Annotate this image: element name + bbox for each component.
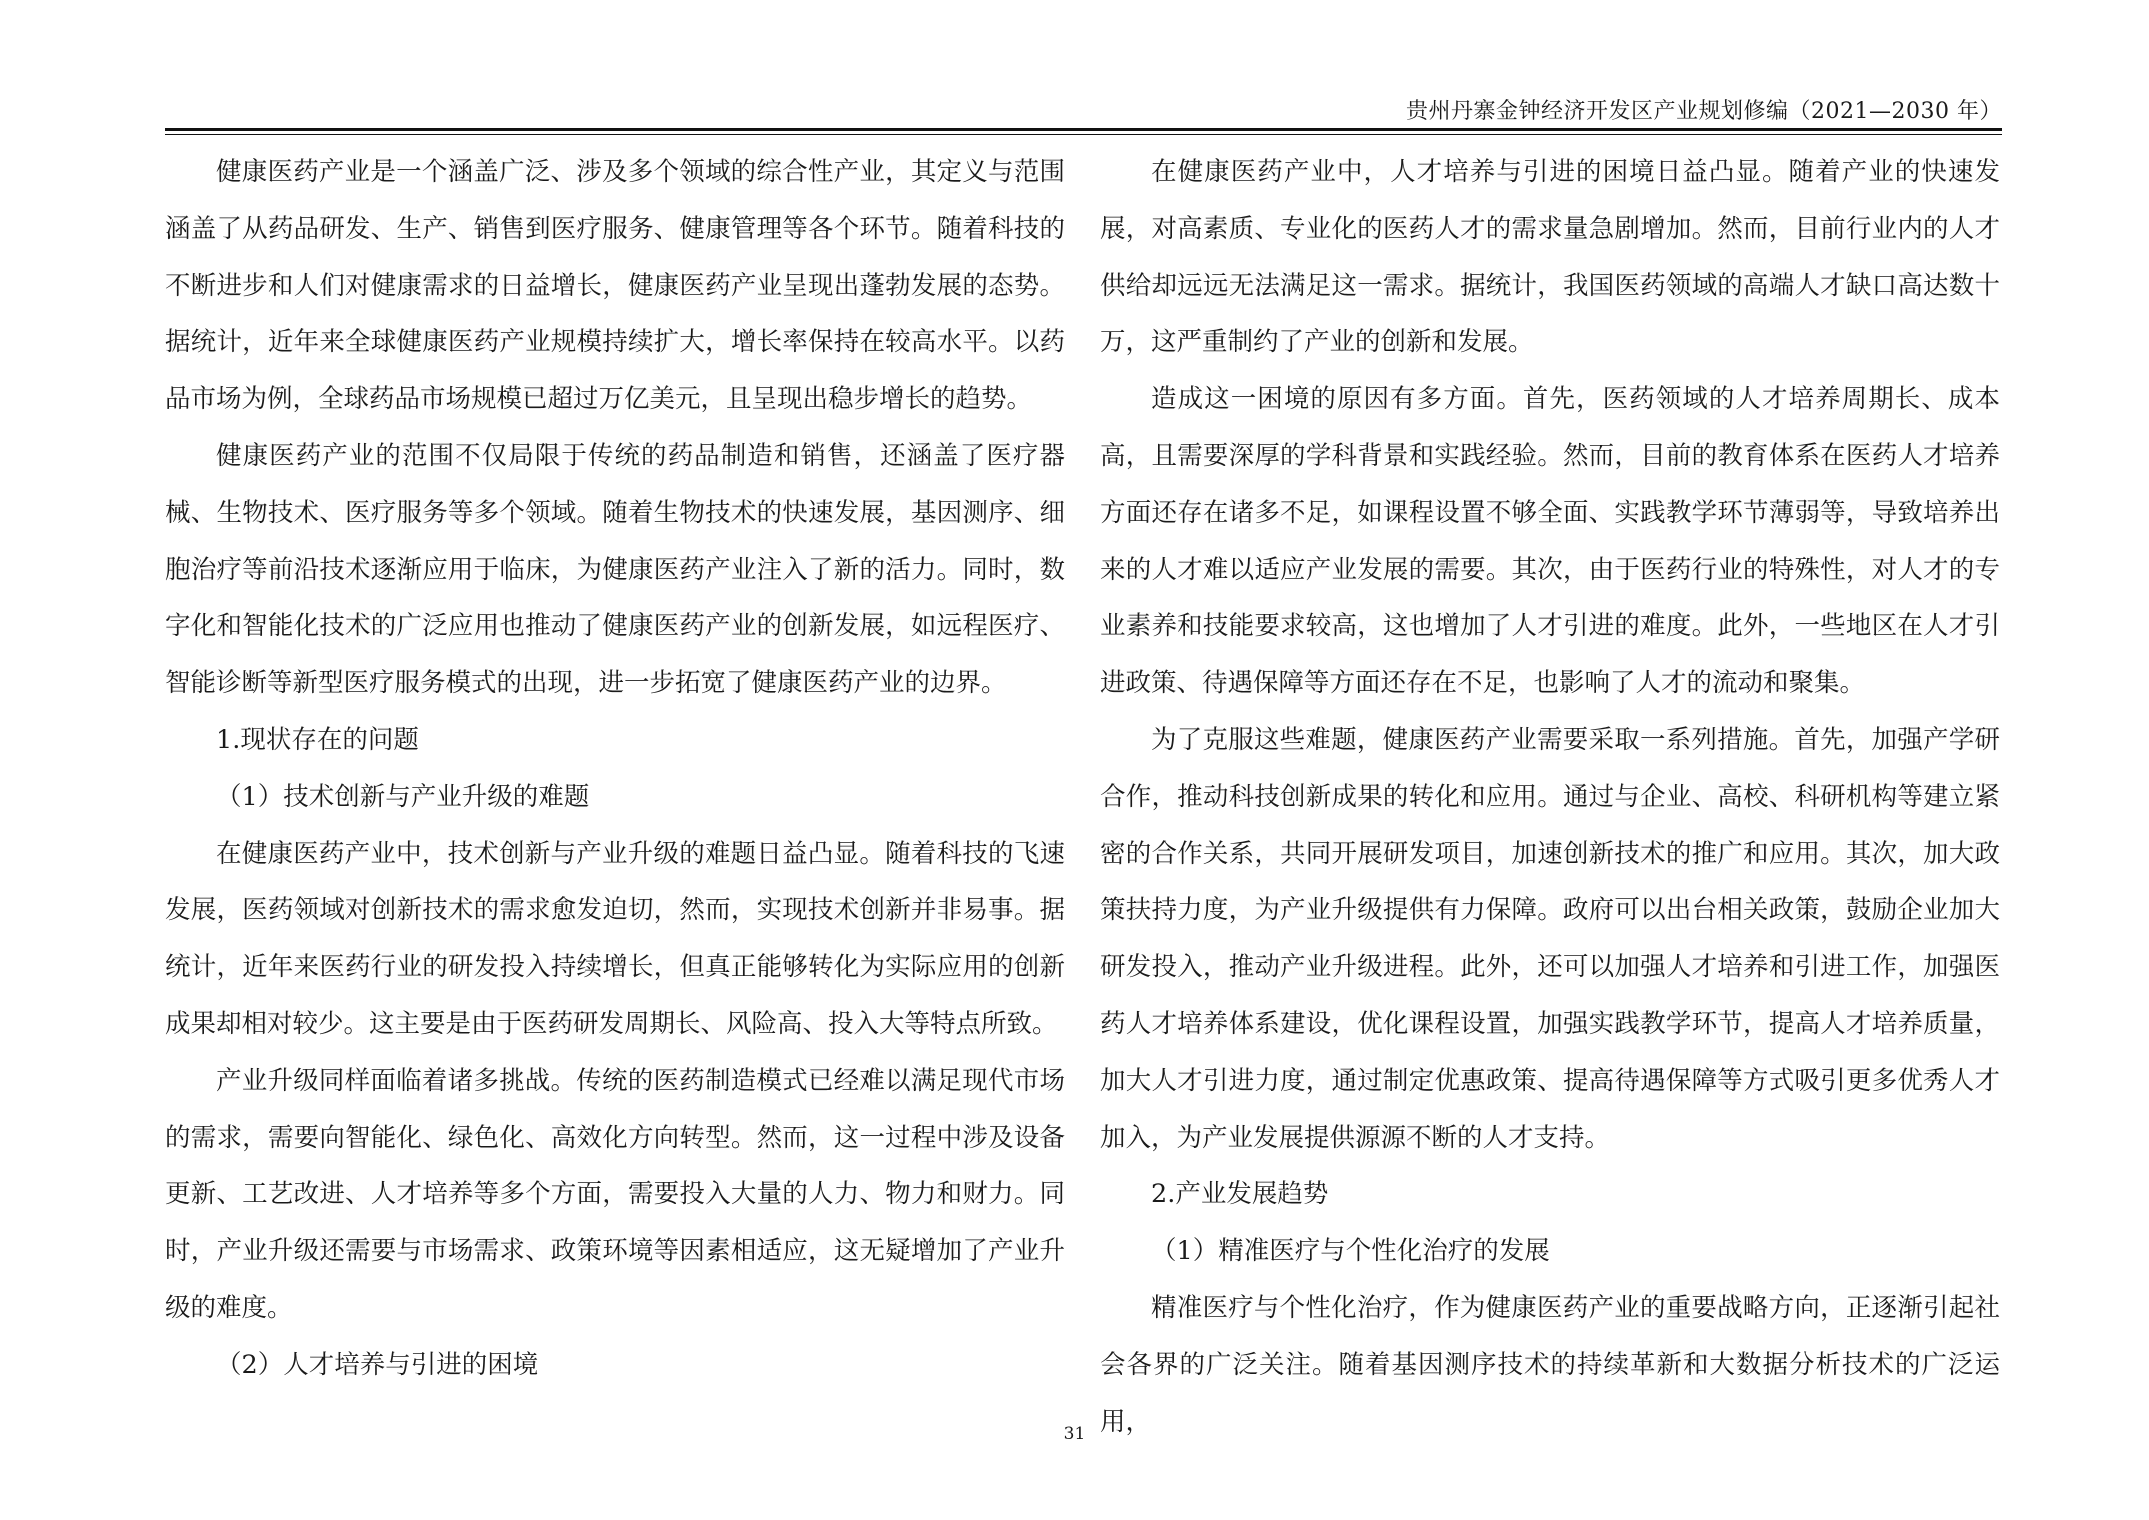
- paragraph: 造成这一困境的原因有多方面。首先，医药领域的人才培养周期长、成本高，且需要深厚的学科背景和实践经验。然而，目前的教育体系在医药人才培养方面还存在诸多不足，如课程设置不够全面、实践教学环节薄弱等，导致培养出来的人才难以适应产业发展的需要。其次，由于医药行业的特殊性，对人才的专业素养和技能要求较高，这也增加了人才引进的难度。此外，一些地区在人才引进政策、待遇保障等方面还存在不足，也影响了人才的流动和聚集。: [1100, 384, 2000, 699]
- paragraph: 精准医疗与个性化治疗，作为健康医药产业的重要战略方向，正逐渐引起社会各界的广泛关注。随着基因测序技术的持续革新和大数据分析技术的广泛运用，: [1100, 1292, 2000, 1437]
- header-rule-thick: [165, 128, 2002, 131]
- right-column: [1100, 144, 2000, 1437]
- paragraph: 产业升级同样面临着诸多挑战。传统的医药制造模式已经难以满足现代市场的需求，需要向智能化、绿色化、高效化方向转型。然而，这一过程中涉及设备更新、工艺改进、人才培养等多个方面，需要投入大量的人力、物力和财力。同时，产业升级还需要与市场需求、政策环境等因素相适应，这无疑增加了产业升级的难度。: [165, 1065, 1065, 1323]
- header-title: 贵州丹寨金钟经济开发区产业规划修编（2021—2030 年）: [1406, 99, 2002, 124]
- section-heading: 2.产业发展趋势: [1151, 1179, 1329, 1210]
- page-number: 31: [1063, 1424, 1086, 1444]
- paragraph: 健康医药产业是一个涵盖广泛、涉及多个领域的综合性产业，其定义与范围涵盖了从药品研发、生产、销售到医疗服务、健康管理等各个环节。随着科技的不断进步和人们对健康需求的日益增长，健康医药产业呈现出蓬勃发展的态势。据统计，近年来全球健康医药产业规模持续扩大，增长率保持在较高水平。以药品市场为例，全球药品市场规模已超过万亿美元，且呈现出稳步增长的趋势。: [165, 157, 1065, 415]
- paragraph: 健康医药产业的范围不仅局限于传统的药品制造和销售，还涵盖了医疗器械、生物技术、医疗服务等多个领域。随着生物技术的快速发展，基因测序、细胞治疗等前沿技术逐渐应用于临床，为健康医药产业注入了新的活力。同时，数字化和智能化技术的广泛应用也推动了健康医药产业的创新发展，如远程医疗、智能诊断等新型医疗服务模式的出现，进一步拓宽了健康医药产业的边界。: [165, 440, 1065, 699]
- left-column: [165, 144, 1065, 1380]
- section-heading: 1.现状存在的问题: [216, 724, 419, 755]
- header-rule-thin: [165, 134, 2002, 135]
- subsection-heading: （1）技术创新与产业升级的难题: [216, 781, 590, 812]
- subsection-heading: （1）精准医疗与个性化治疗的发展: [1151, 1236, 1550, 1267]
- subsection-heading: （2）人才培养与引进的困境: [216, 1349, 539, 1380]
- page-header: [165, 98, 2002, 128]
- paragraph: 在健康医药产业中，人才培养与引进的困境日益凸显。随着产业的快速发展，对高素质、专业化的医药人才的需求量急剧增加。然而，目前行业内的人才供给却远远无法满足这一需求。据统计，我国医药领域的高端人才缺口高达数十万，这严重制约了产业的创新和发展。: [1100, 157, 2000, 358]
- paragraph: 在健康医药产业中，技术创新与产业升级的难题日益凸显。随着科技的飞速发展，医药领域对创新技术的需求愈发迫切，然而，实现技术创新并非易事。据统计，近年来医药行业的研发投入持续增长，但真正能够转化为实际应用的创新成果却相对较少。这主要是由于医药研发周期长、风险高、投入大等特点所致。: [165, 838, 1065, 1039]
- paragraph: 为了克服这些难题，健康医药产业需要采取一系列措施。首先，加强产学研合作，推动科技创新成果的转化和应用。通过与企业、高校、科研机构等建立紧密的合作关系，共同开展研发项目，加速创新技术的推广和应用。其次，加大政策扶持力度，为产业升级提供有力保障。政府可以出台相关政策，鼓励企业加大研发投入，推动产业升级进程。此外，还可以加强人才培养和引进工作，加强医药人才培养体系建设，优化课程设置，加强实践教学环节，提高人才培养质量，加大人才引进力度，通过制定优惠政策、提高待遇保障等方式吸引更多优秀人才加入，为产业发展提供源源不断的人才支持。: [1100, 724, 2000, 1153]
